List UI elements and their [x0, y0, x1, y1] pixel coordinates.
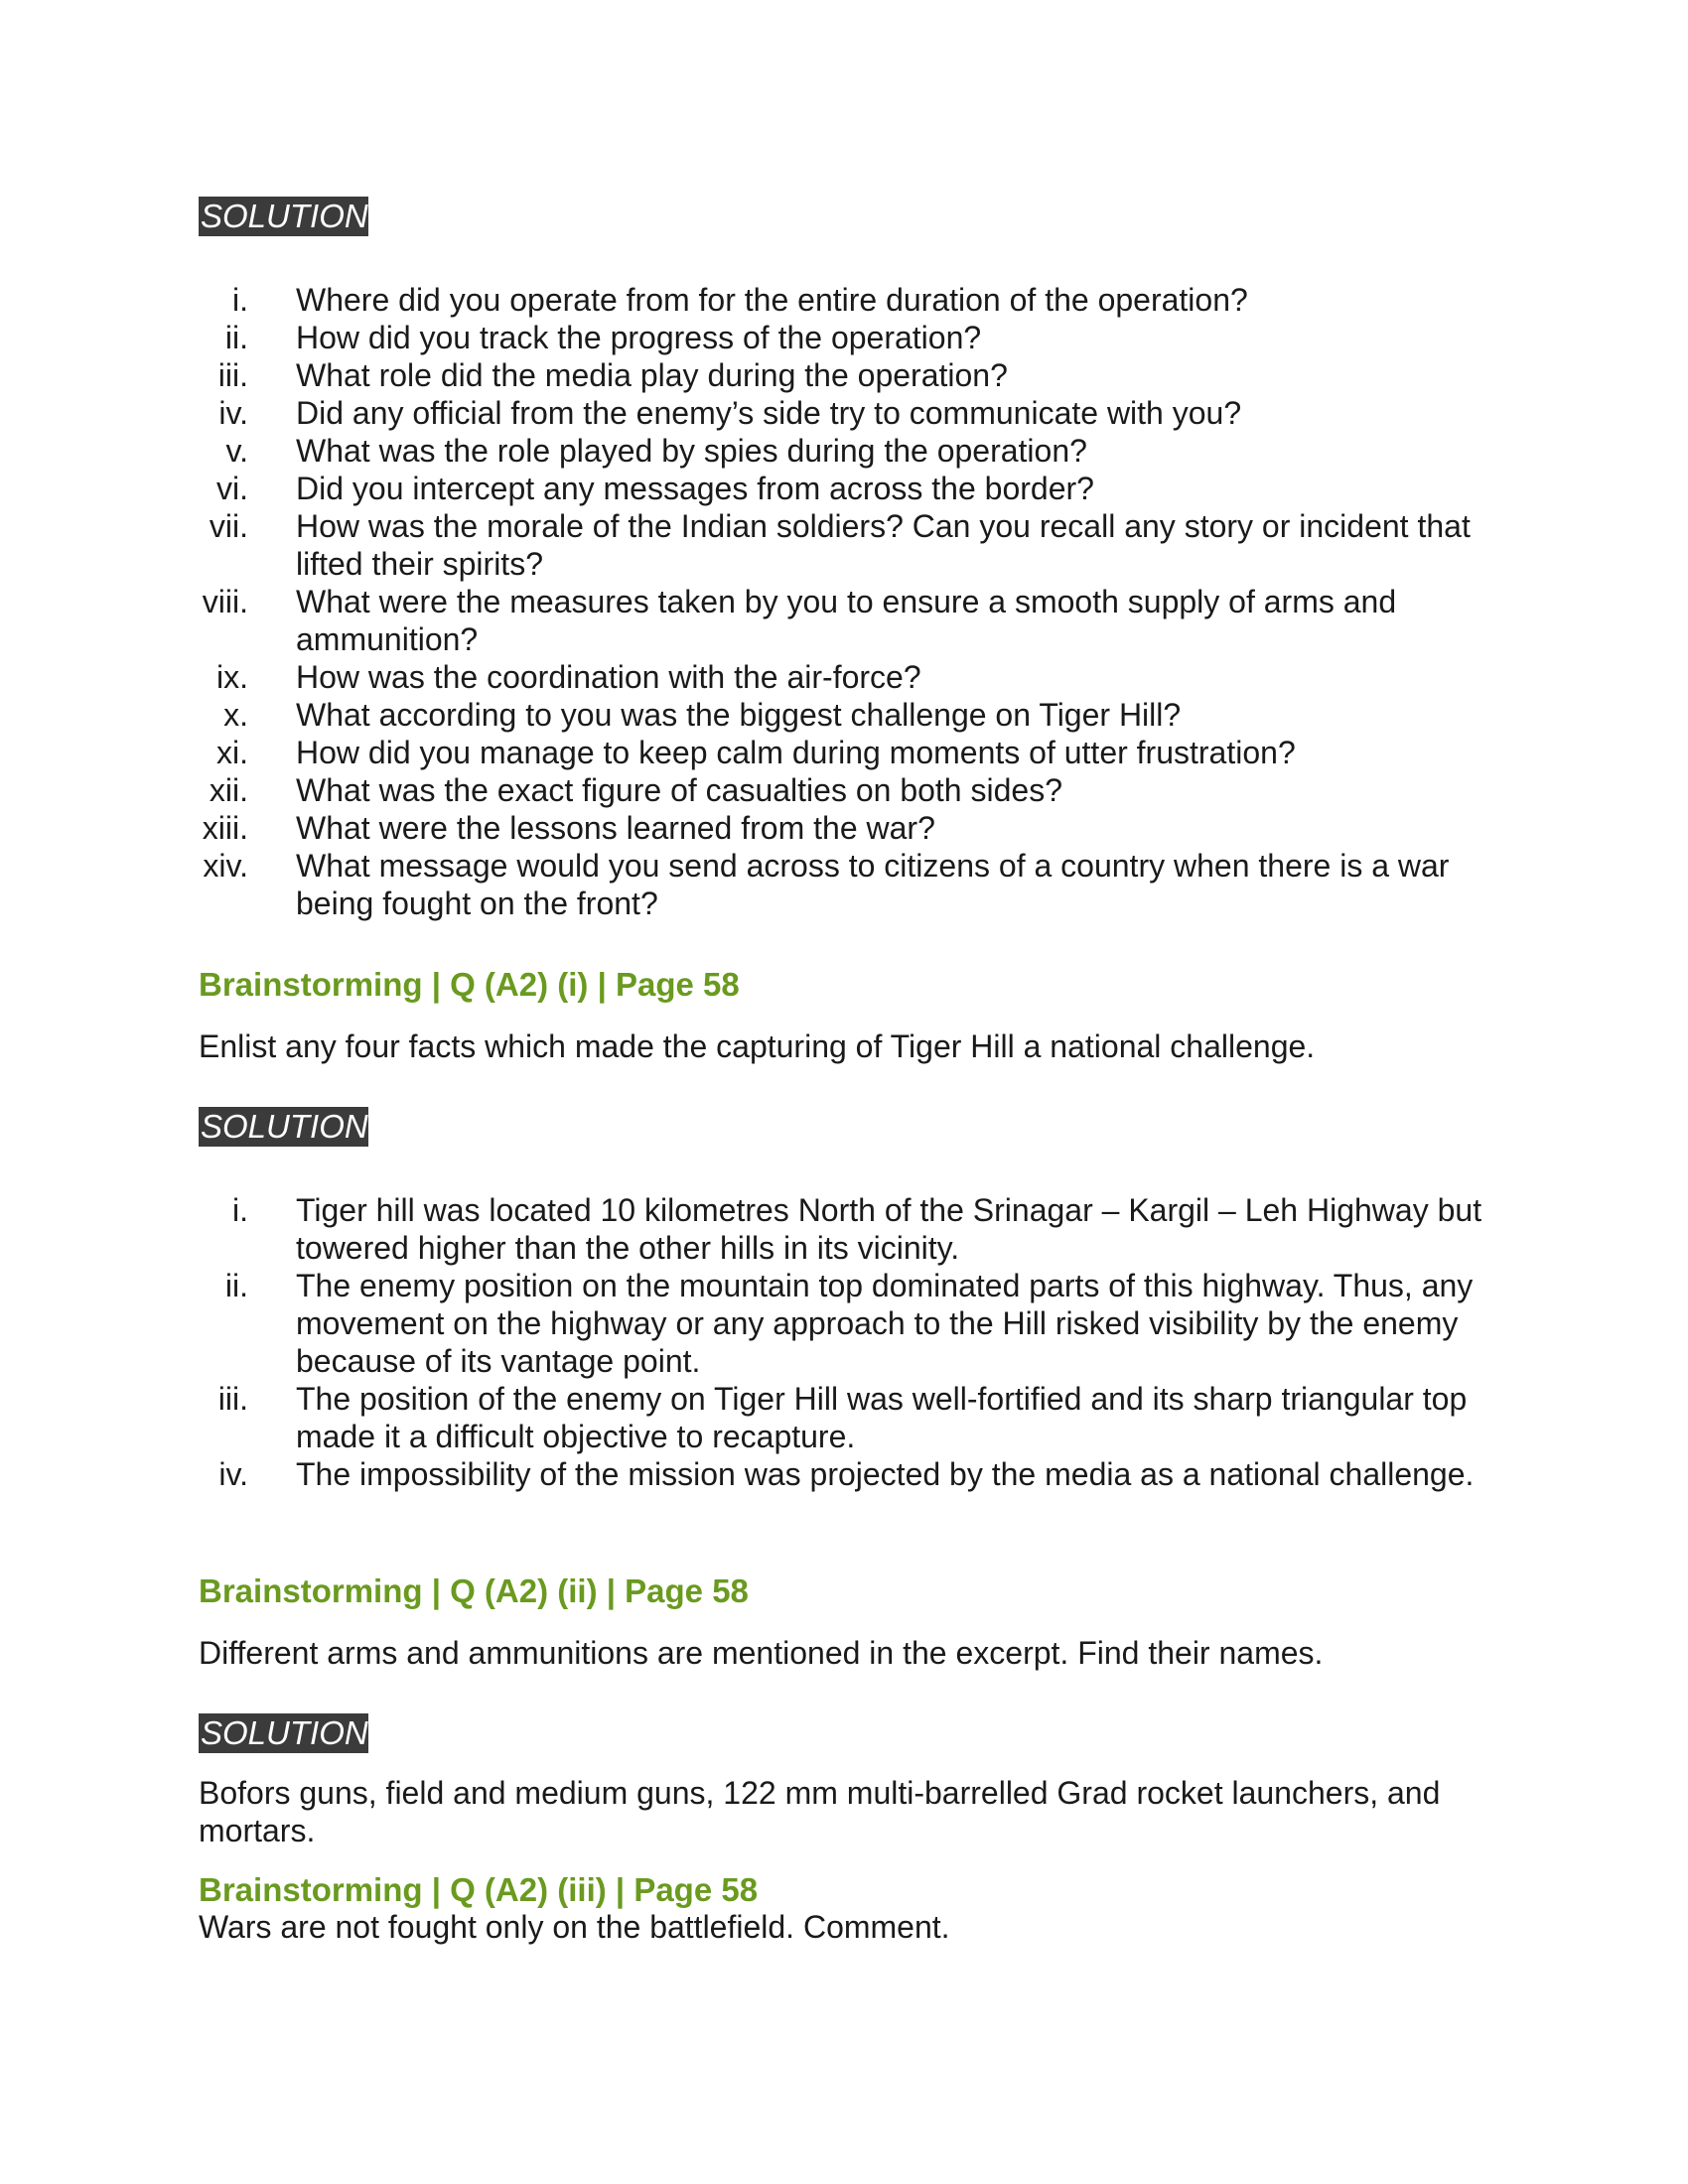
list-item: [0, 356, 1192, 394]
list-item-text: The enemy position on the mountain top dominated parts of this highway. Thus, any movement on the highway or any approach to the Hill risked visibility by the enemy because of its vantage point.: [296, 1268, 1474, 1379]
list-item: [0, 432, 1192, 470]
list-item-text: What was the exact figure of casualties on both sides?: [296, 772, 1062, 808]
list-item: [0, 1455, 1475, 1493]
list-item-text: How did you manage to keep calm during moments of utter frustration?: [296, 735, 1296, 770]
list-item-text: What were the measures taken by you to ensure a smooth supply of arms and ammunition?: [296, 584, 1397, 657]
list-item-text: The impossibility of the mission was projected by the media as a national challenge.: [296, 1456, 1475, 1492]
interview-questions-list: [0, 281, 1471, 922]
list-item-text: Did any official from the enemy’s side try to communicate with you?: [296, 395, 1242, 431]
list-item: [0, 394, 1242, 432]
question-text: Enlist any four facts which made the capturing of Tiger Hill a national challenge.: [199, 1028, 1316, 1064]
list-item-text: Where did you operate from for the entire duration of the operation?: [296, 282, 1248, 318]
list-item-number: v.: [225, 433, 248, 469]
list-item: [0, 696, 1192, 734]
solution-label: SOLUTION: [201, 198, 368, 234]
answer-text: Bofors guns, field and medium guns, 122 mm multi-barrelled Grad rocket launchers, and mortars.: [199, 1775, 1441, 1848]
list-item-number: viii.: [202, 584, 248, 619]
list-item-number: vi.: [216, 471, 248, 506]
solution-label: SOLUTION: [201, 1714, 368, 1751]
list-item: [0, 319, 1192, 356]
list-item-number: iv.: [218, 395, 248, 431]
list-item: [0, 771, 1192, 809]
list-item: [0, 507, 1471, 583]
list-item-number: iii.: [217, 357, 248, 393]
question-text: Different arms and ammunitions are mentioned in the excerpt. Find their names.: [199, 1635, 1324, 1671]
list-item-number: ii.: [224, 1268, 248, 1303]
list-item-number: i.: [232, 282, 248, 318]
list-item: [0, 1191, 1482, 1267]
list-item-text: What was the role played by spies during the operation?: [296, 433, 1087, 469]
question-heading: Brainstorming | Q (A2) (i) | Page 58: [199, 966, 740, 1003]
list-item-number: xiii.: [202, 810, 248, 846]
list-item: [0, 1380, 1468, 1455]
solution-label: SOLUTION: [201, 1108, 368, 1145]
list-item-text: How was the coordination with the air-force?: [296, 659, 921, 695]
question-text: Wars are not fought only on the battlefield. Comment.: [199, 1909, 950, 1945]
list-item: [0, 734, 1296, 771]
list-item-number: vii.: [209, 508, 248, 544]
question-heading: Brainstorming | Q (A2) (iii) | Page 58: [199, 1871, 759, 1908]
list-item: [0, 1267, 1474, 1380]
list-item-text: What role did the media play during the operation?: [296, 357, 1008, 393]
list-item: [0, 281, 1248, 319]
list-item-text: Tiger hill was located 10 kilometres North of the Srinagar – Kargil – Leh Highway but towered higher than the other hills in its vicinity.: [296, 1192, 1482, 1266]
list-item-number: xiv.: [203, 848, 248, 884]
list-item-number: iii.: [217, 1381, 248, 1417]
list-item: [0, 658, 1192, 696]
question-heading: Brainstorming | Q (A2) (ii) | Page 58: [199, 1572, 749, 1609]
list-item: [0, 809, 1192, 847]
list-item-text: What were the lessons learned from the war?: [296, 810, 935, 846]
list-item-text: Did you intercept any messages from across the border?: [296, 471, 1094, 506]
list-item-text: What message would you send across to citizens of a country when there is a war being fought on the front?: [296, 848, 1450, 921]
list-item-text: How did you track the progress of the operation?: [296, 320, 982, 355]
list-item: [0, 847, 1450, 922]
list-item-number: ix.: [216, 659, 248, 695]
list-item-number: xii.: [209, 772, 248, 808]
list-item: [0, 470, 1192, 507]
list-item-number: iv.: [218, 1456, 248, 1492]
list-item-text: The position of the enemy on Tiger Hill was well-fortified and its sharp triangular top made it a difficult objective to recapture.: [296, 1381, 1468, 1454]
list-item-number: xi.: [216, 735, 248, 770]
list-item: [0, 583, 1397, 658]
list-item-number: x.: [223, 697, 248, 733]
list-item-number: ii.: [224, 320, 248, 355]
list-item-number: i.: [232, 1192, 248, 1228]
list-item-text: What according to you was the biggest challenge on Tiger Hill?: [296, 697, 1182, 733]
tiger-hill-facts-list: [0, 1191, 1482, 1493]
list-item-text: How was the morale of the Indian soldiers? Can you recall any story or incident that lifted their spirits?: [296, 508, 1471, 582]
